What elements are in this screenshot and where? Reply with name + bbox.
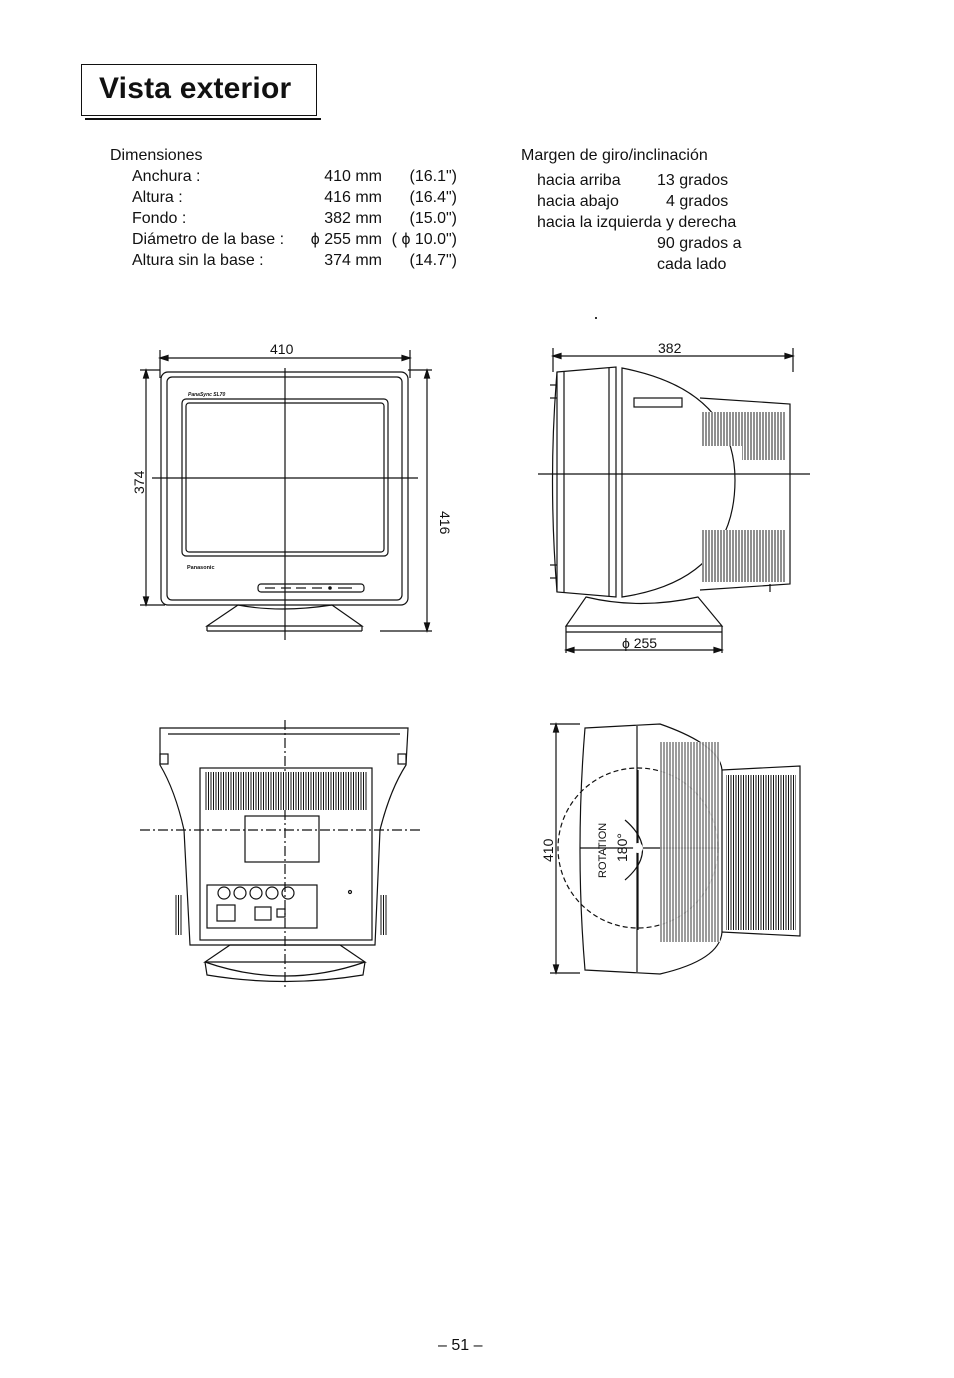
top-rotation-label: ROTATION	[597, 822, 609, 878]
front-brand-label: Panasonic	[187, 565, 215, 571]
tilt-sides-value-1: 90 grados a	[657, 235, 742, 252]
dim-label-base-diameter: Diámetro de la base :	[132, 231, 285, 248]
dim-mm-height-nobase: 374 mm	[324, 252, 382, 269]
top-width-label: 410	[540, 838, 556, 862]
tilt-up-value: 13 grados	[657, 172, 729, 189]
front-view	[140, 350, 432, 640]
dim-inch-height-nobase: (14.7")	[409, 252, 457, 269]
rear-view	[140, 720, 420, 990]
side-view	[538, 348, 810, 653]
side-vent-top	[702, 412, 742, 446]
dim-label-width: Anchura :	[132, 168, 201, 185]
tilt-up-label: hacia arriba	[537, 172, 621, 189]
dim-mm-width: 410 mm	[324, 168, 382, 185]
tilt-sides-value-2: cada lado	[657, 256, 727, 273]
dim-label-height-nobase: Altura sin la base :	[132, 252, 264, 269]
dim-inch-base-diameter: ( ϕ 10.0")	[391, 231, 457, 248]
dim-mm-depth: 382 mm	[324, 210, 382, 227]
front-height-label: 416	[437, 511, 453, 535]
dimensions-heading: Dimensiones	[110, 147, 203, 164]
top-angle-label: 180°	[614, 833, 630, 862]
stray-mark	[595, 317, 597, 319]
tilt-down-value: 4 grados	[666, 193, 729, 210]
top-vent-left	[660, 742, 720, 942]
front-model-label: PanaSync SL70	[188, 392, 226, 398]
tilt-sides-label: hacia la izquierda y derecha	[537, 214, 737, 231]
page-number: – 51 –	[438, 1337, 483, 1354]
page-title: Vista exterior	[99, 72, 292, 105]
top-vent-right	[726, 775, 796, 930]
rear-side-vent-right	[379, 895, 387, 935]
dim-inch-depth: (15.0")	[409, 210, 457, 227]
rear-vent-top	[204, 772, 368, 810]
rear-side-vent-left	[174, 895, 182, 935]
dim-inch-width: (16.1")	[409, 168, 457, 185]
tilt-heading: Margen de giro/inclinación	[521, 147, 708, 164]
dim-inch-height: (16.4")	[409, 189, 457, 206]
front-height-nobase-label: 374	[131, 470, 147, 494]
side-vent-bottom	[702, 530, 786, 582]
dim-label-depth: Fondo :	[132, 210, 187, 227]
side-base-label: ϕ 255	[622, 635, 658, 651]
dim-mm-height: 416 mm	[324, 189, 382, 206]
side-vent-top-2	[742, 412, 786, 460]
front-width-label: 410	[270, 341, 294, 357]
dim-mm-base-diameter: ϕ 255 mm	[310, 231, 382, 248]
dim-label-height: Altura :	[132, 189, 183, 206]
tilt-down-label: hacia abajo	[537, 193, 619, 210]
side-depth-label: 382	[658, 340, 682, 356]
